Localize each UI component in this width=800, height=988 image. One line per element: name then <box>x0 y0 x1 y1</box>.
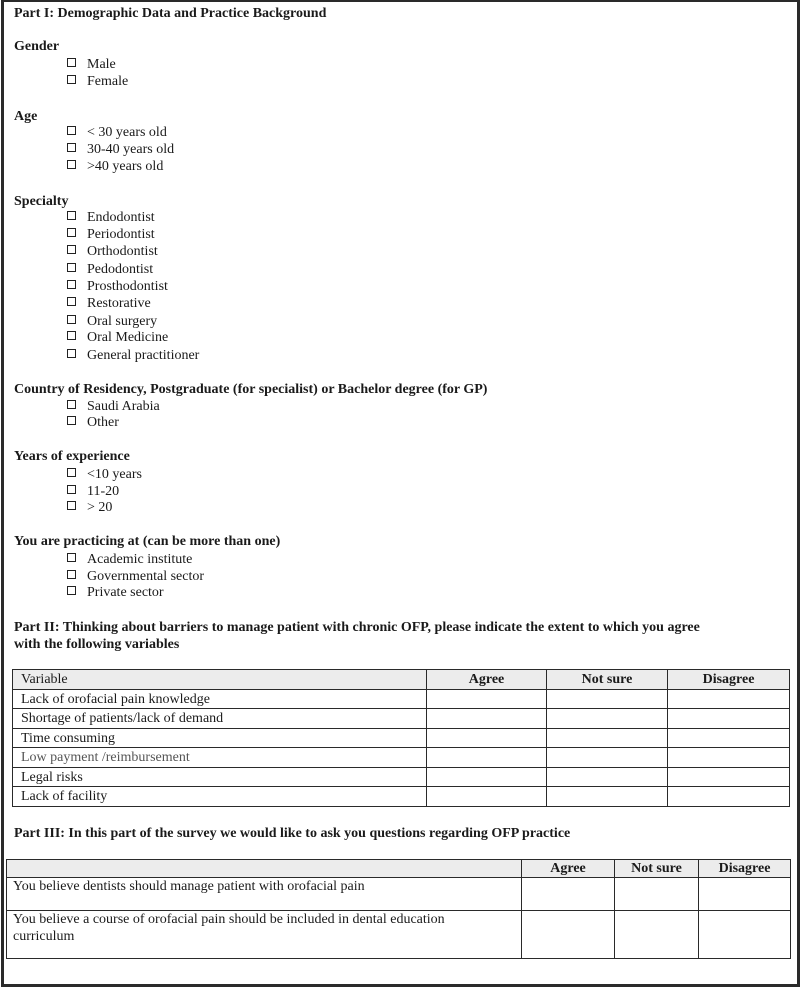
row-label: Lack of orofacial pain knowledge <box>13 690 427 709</box>
not-sure-cell[interactable] <box>547 690 668 709</box>
column-header-agree: Agree <box>427 670 547 690</box>
age-heading: Age <box>14 109 38 124</box>
checkbox-icon[interactable] <box>67 501 76 510</box>
option-oral-medicine[interactable]: Oral Medicine <box>67 329 168 346</box>
checkbox-icon[interactable] <box>67 349 76 358</box>
row-label: Low payment /reimbursement <box>13 748 427 768</box>
disagree-cell[interactable] <box>668 729 790 748</box>
option-exp-under-10[interactable]: <10 years <box>67 466 142 483</box>
table-row <box>7 878 791 911</box>
not-sure-cell[interactable] <box>547 709 668 729</box>
column-header-disagree: Disagree <box>668 670 790 690</box>
checkbox-icon[interactable] <box>67 553 76 562</box>
option-age-under-30[interactable]: < 30 years old <box>67 124 167 141</box>
option-pedodontist[interactable]: Pedodontist <box>67 261 153 278</box>
practice-heading: You are practicing at (can be more than one) <box>14 534 281 549</box>
not-sure-cell[interactable] <box>547 768 668 787</box>
column-header-variable: Variable <box>13 670 427 690</box>
option-academic-institute[interactable]: Academic institute <box>67 551 192 568</box>
option-governmental-sector[interactable]: Governmental sector <box>67 568 204 585</box>
row-label: You believe dentists should manage patient with orofacial pain <box>7 878 522 911</box>
checkbox-icon[interactable] <box>67 400 76 409</box>
not-sure-cell[interactable] <box>615 911 699 959</box>
disagree-cell[interactable] <box>699 878 791 911</box>
checkbox-icon[interactable] <box>67 263 76 272</box>
option-endodontist[interactable]: Endodontist <box>67 209 155 226</box>
option-periodontist[interactable]: Periodontist <box>67 226 155 243</box>
table-row <box>13 768 790 787</box>
disagree-cell[interactable] <box>699 911 791 959</box>
disagree-cell[interactable] <box>668 768 790 787</box>
not-sure-cell[interactable] <box>547 748 668 768</box>
agree-cell[interactable] <box>522 878 615 911</box>
part3-title: Part III: In this part of the survey we would like to ask you questions regarding OFP practice <box>14 826 571 841</box>
checkbox-icon[interactable] <box>67 211 76 220</box>
option-other[interactable]: Other <box>67 414 119 431</box>
row-label: You believe a course of orofacial pain should be included in dental education curriculum <box>7 911 522 959</box>
practice-table <box>6 859 791 959</box>
option-age-30-40[interactable]: 30-40 years old <box>67 141 174 158</box>
table-row <box>13 690 790 709</box>
row-label: Time consuming <box>13 729 427 748</box>
row-label: Legal risks <box>13 768 427 787</box>
checkbox-icon[interactable] <box>67 126 76 135</box>
row-label: Shortage of patients/lack of demand <box>13 709 427 729</box>
column-header-not-sure: Not sure <box>547 670 668 690</box>
checkbox-icon[interactable] <box>67 315 76 324</box>
table-row <box>13 729 790 748</box>
option-private-sector[interactable]: Private sector <box>67 584 164 601</box>
checkbox-icon[interactable] <box>67 160 76 169</box>
checkbox-icon[interactable] <box>67 485 76 494</box>
agree-cell[interactable] <box>427 690 547 709</box>
checkbox-icon[interactable] <box>67 143 76 152</box>
option-restorative[interactable]: Restorative <box>67 295 151 312</box>
table-row <box>13 709 790 729</box>
option-orthodontist[interactable]: Orthodontist <box>67 243 158 260</box>
agree-cell[interactable] <box>522 911 615 959</box>
not-sure-cell[interactable] <box>547 729 668 748</box>
option-general-practitioner[interactable]: General practitioner <box>67 347 199 364</box>
checkbox-icon[interactable] <box>67 245 76 254</box>
specialty-heading: Specialty <box>14 194 69 209</box>
column-header-statement <box>7 860 522 878</box>
agree-cell[interactable] <box>427 748 547 768</box>
option-exp-over-20[interactable]: > 20 <box>67 499 112 516</box>
table-row <box>13 787 790 807</box>
option-male[interactable]: Male <box>67 56 116 73</box>
option-female[interactable]: Female <box>67 73 128 90</box>
checkbox-icon[interactable] <box>67 75 76 84</box>
not-sure-cell[interactable] <box>615 878 699 911</box>
table-row <box>7 911 791 959</box>
not-sure-cell[interactable] <box>547 787 668 807</box>
table-header-row <box>7 860 791 878</box>
part2-title: Part II: Thinking about barriers to manage patient with chronic OFP, please indicate the extent to which you agree with the following variables <box>14 620 700 652</box>
column-header-agree: Agree <box>522 860 615 878</box>
option-saudi-arabia[interactable]: Saudi Arabia <box>67 398 160 415</box>
gender-heading: Gender <box>14 39 60 54</box>
agree-cell[interactable] <box>427 787 547 807</box>
checkbox-icon[interactable] <box>67 297 76 306</box>
option-prosthodontist[interactable]: Prosthodontist <box>67 278 168 295</box>
row-label: Lack of facility <box>13 787 427 807</box>
checkbox-icon[interactable] <box>67 468 76 477</box>
disagree-cell[interactable] <box>668 748 790 768</box>
option-age-over-40[interactable]: >40 years old <box>67 158 163 175</box>
option-exp-11-20[interactable]: 11-20 <box>67 483 119 500</box>
agree-cell[interactable] <box>427 729 547 748</box>
experience-heading: Years of experience <box>14 449 130 464</box>
checkbox-icon[interactable] <box>67 228 76 237</box>
disagree-cell[interactable] <box>668 690 790 709</box>
checkbox-icon[interactable] <box>67 280 76 289</box>
checkbox-icon[interactable] <box>67 416 76 425</box>
checkbox-icon[interactable] <box>67 570 76 579</box>
disagree-cell[interactable] <box>668 787 790 807</box>
part1-title: Part I: Demographic Data and Practice Background <box>14 6 327 21</box>
agree-cell[interactable] <box>427 709 547 729</box>
column-header-not-sure: Not sure <box>615 860 699 878</box>
table-header-row <box>13 670 790 690</box>
country-heading: Country of Residency, Postgraduate (for specialist) or Bachelor degree (for GP) <box>14 382 488 397</box>
checkbox-icon[interactable] <box>67 331 76 340</box>
barriers-table <box>12 669 790 807</box>
column-header-disagree: Disagree <box>699 860 791 878</box>
checkbox-icon[interactable] <box>67 58 76 67</box>
table-row <box>13 748 790 768</box>
checkbox-icon[interactable] <box>67 586 76 595</box>
option-oral-surgery[interactable]: Oral surgery <box>67 313 157 330</box>
agree-cell[interactable] <box>427 768 547 787</box>
disagree-cell[interactable] <box>668 709 790 729</box>
